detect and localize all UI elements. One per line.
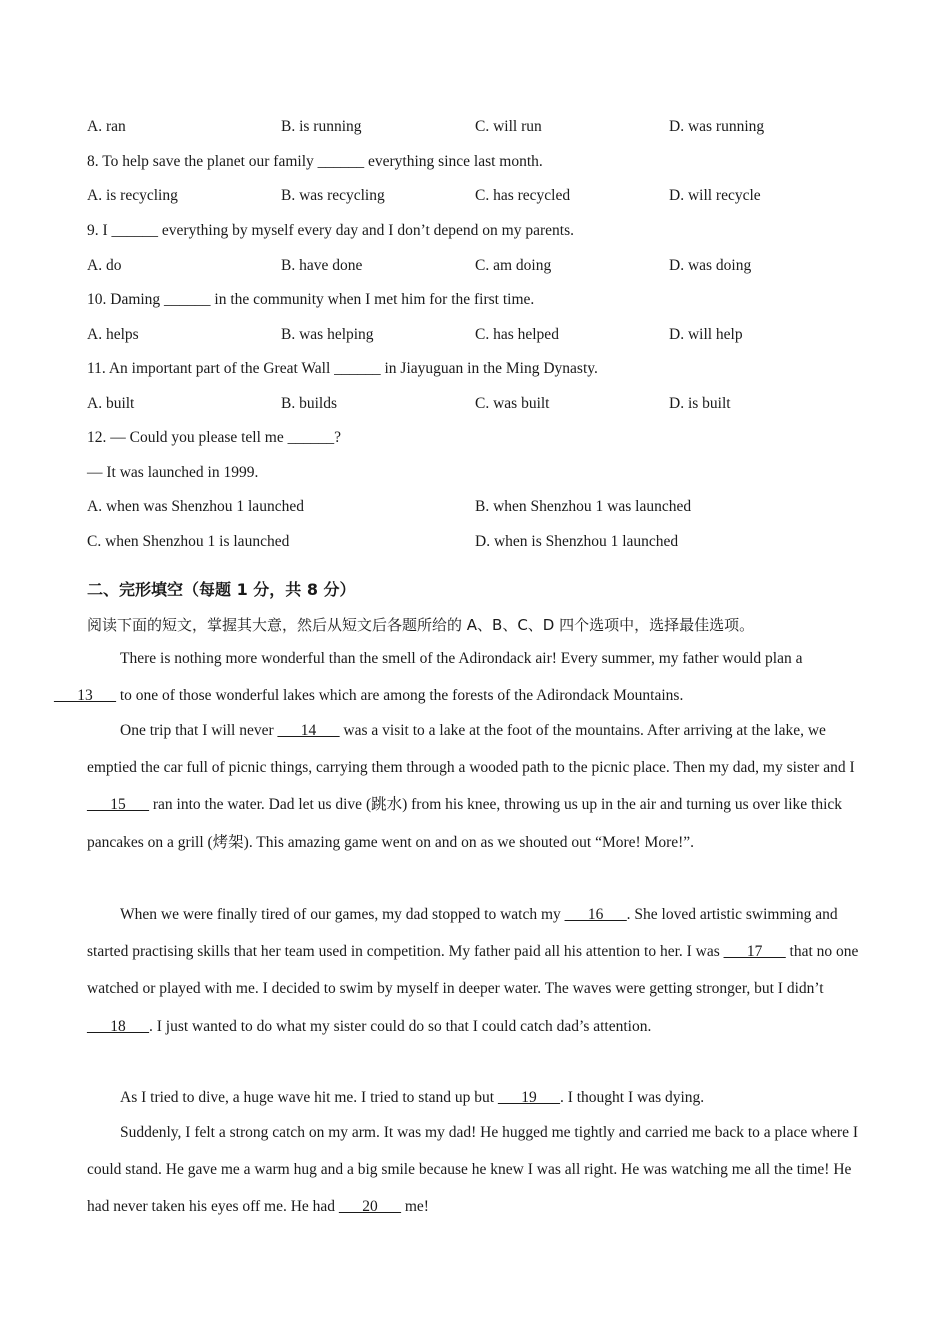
q9-option-a: A. do — [87, 257, 122, 274]
q12-option-b: B. when Shenzhou 1 was launched — [475, 498, 692, 515]
passage-paragraph-3 — [87, 896, 867, 1045]
q8-stem: 8. To help save the planet our family ______ everything since last month. — [87, 153, 543, 170]
q10-option-a: A. helps — [87, 326, 139, 343]
passage-text: that no one watched or played with me. I decided to swim by myself in deeper water. The waves were getting stronger, but I didn’t — [87, 943, 859, 998]
passage-text: One trip that I will never — [120, 722, 278, 739]
q12-option-d: D. when is Shenzhou 1 launched — [475, 533, 679, 550]
section-heading: 二、完形填空（每题 1 分，共 8 分） — [87, 580, 356, 599]
q10-option-c: C. has helped — [475, 326, 559, 343]
q7-option-a: A. ran — [87, 118, 126, 135]
q12-option-c: C. when Shenzhou 1 is launched — [87, 533, 290, 550]
q12-option-a: A. when was Shenzhou 1 launched — [87, 498, 304, 515]
q7-option-d: D. was running — [669, 118, 765, 135]
blank-19: ___19___ — [497, 1089, 560, 1106]
passage-text: As I tried to dive, a huge wave hit me. I tried to stand up but — [120, 1089, 498, 1106]
q9-option-c: C. am doing — [475, 257, 552, 274]
blank-18: ___18___ — [87, 1017, 149, 1035]
blank-16: ___16___ — [564, 906, 627, 923]
passage-text: When we were finally tired of our games, my dad stopped to watch my — [120, 906, 565, 923]
passage-text: . She loved artistic swimming and started practising skills that her team used in competition. My father paid all his attention to her. I was — [87, 906, 838, 961]
passage-paragraph-5 — [87, 1114, 867, 1226]
passage-text: Suddenly, I felt a strong catch on my arm. It was my dad! He hugged me tightly and carried me back to a place where I could stand. He gave me a warm hug and a big smile because he knew I was all right. He was watching me all the time! He had never taken his eyes off me. He had — [87, 1124, 859, 1216]
passage-text: to one of those wonderful lakes which are among the forests of the Adirondack Mountains. — [116, 687, 684, 705]
q12-reply: — It was launched in 1999. — [87, 464, 259, 481]
q10-stem: 10. Daming ______ in the community when I met him for the first time. — [87, 291, 535, 308]
passage-text: was a visit to a lake at the foot of the mountains. After arriving at the lake, we emptied the car full of picnic things, carrying them through a wooded path to the picnic place. Then my dad, my sister and I — [87, 722, 855, 777]
q9-option-b: B. have done — [281, 257, 363, 274]
passage-text: . I just wanted to do what my sister could do so that I could catch dad’s attention. — [149, 1017, 652, 1035]
q10-option-b: B. was helping — [281, 326, 374, 343]
section-instruction: 阅读下面的短文，掌握其大意，然后从短文后各题所给的 A、B、C、D 四个选项中，选择最佳选项。 — [87, 616, 755, 634]
passage-paragraph-2 — [87, 712, 867, 861]
passage-paragraph-4 — [87, 1079, 867, 1116]
q8-option-b: B. was recycling — [281, 187, 385, 204]
passage-text: ran into the water. Dad let us dive (跳水) from his knee, throwing us up in the air and turning us over like thick pancakes on a grill (烤架). This amazing game went on and on as we shouted out “More! More!”. — [87, 796, 843, 851]
passage-text: There is nothing more wonderful than the smell of the Adirondack air! Every summer, my father would plan a — [120, 650, 803, 667]
q11-option-a: A. built — [87, 395, 135, 412]
q11-stem: 11. An important part of the Great Wall ______ in Jiayuguan in the Ming Dynasty. — [87, 360, 598, 377]
q8-option-a: A. is recycling — [87, 187, 178, 204]
passage-paragraph-1 — [54, 640, 867, 714]
blank-14: ___14___ — [277, 722, 340, 739]
passage-text: . I thought I was dying. — [559, 1089, 705, 1106]
q11-option-d: D. is built — [669, 395, 731, 412]
q7-option-b: B. is running — [281, 118, 362, 135]
q10-option-d: D. will help — [669, 326, 743, 343]
q12-stem: 12. — Could you please tell me ______? — [87, 429, 341, 446]
blank-20: ___20___ — [338, 1198, 401, 1216]
q8-option-d: D. will recycle — [669, 187, 761, 204]
blank-13: ___13___ — [54, 687, 116, 705]
q8-option-c: C. has recycled — [475, 187, 571, 204]
q9-option-d: D. was doing — [669, 257, 752, 274]
q11-option-b: B. builds — [281, 395, 337, 412]
passage-text: me! — [400, 1198, 429, 1216]
blank-17: ___17___ — [723, 943, 786, 961]
q9-stem: 9. I ______ everything by myself every day and I don’t depend on my parents. — [87, 222, 574, 239]
blank-15: ___15___ — [87, 796, 149, 814]
q7-option-c: C. will run — [475, 118, 542, 135]
q11-option-c: C. was built — [475, 395, 550, 412]
